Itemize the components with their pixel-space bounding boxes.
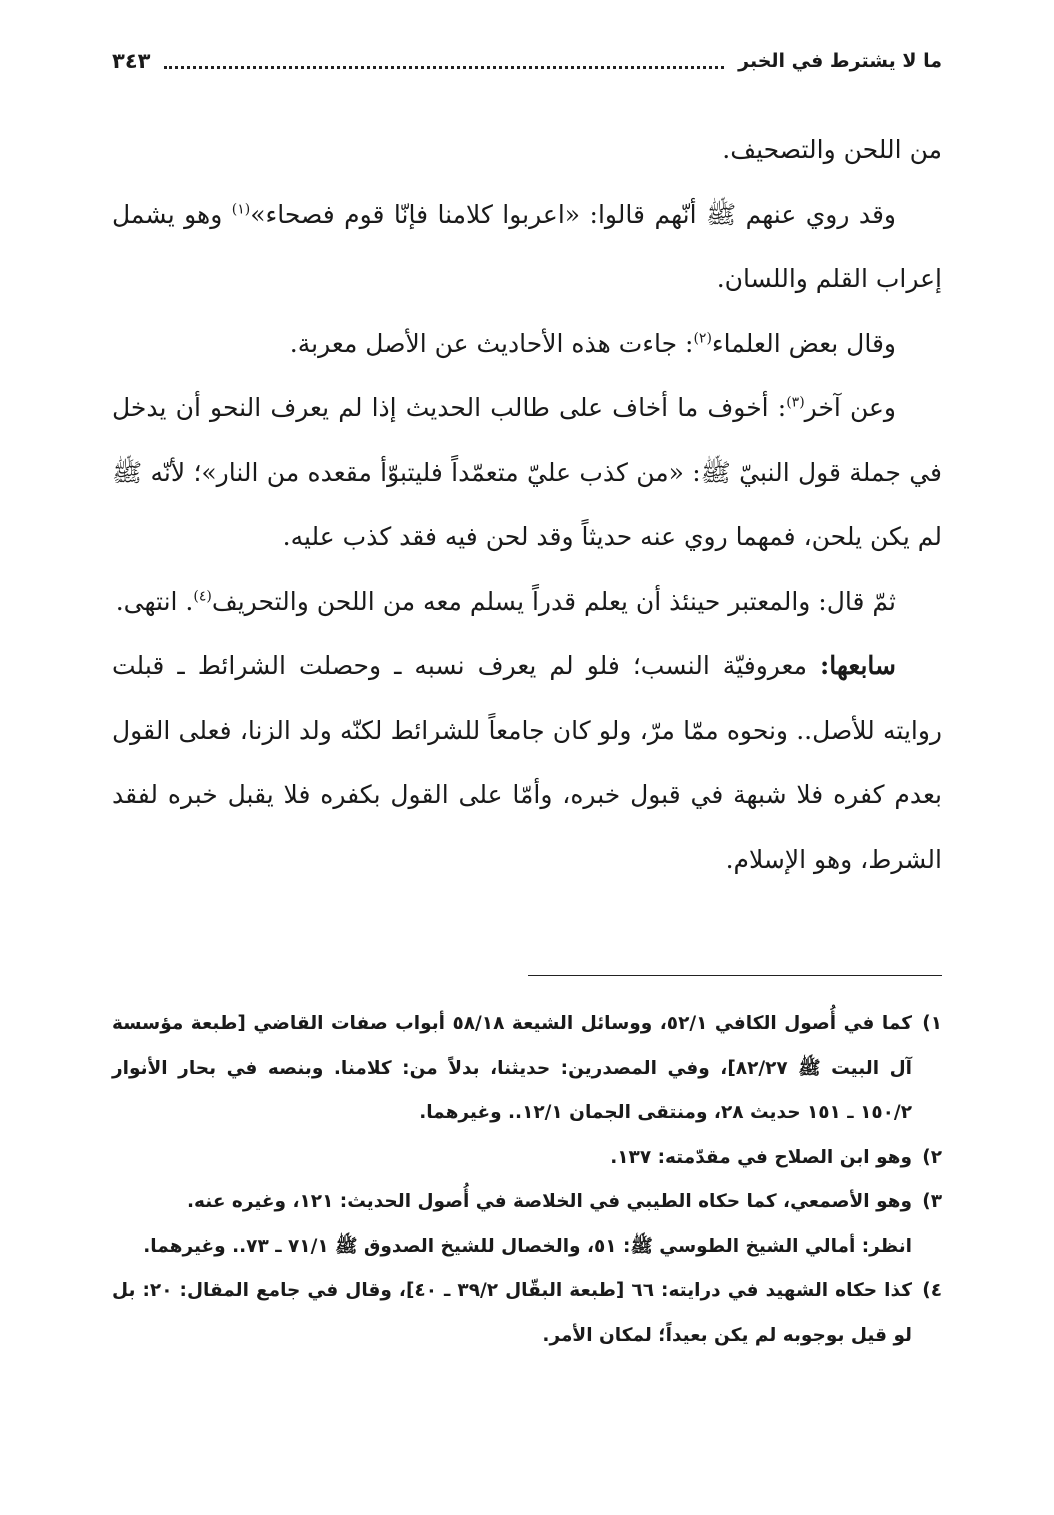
footnote-1 xyxy=(112,1002,942,1136)
footnote-text: كذا حكاه الشهيد في درايته: ٦٦ [طبعة البقّال ٣٩/٢ ـ ٤٠]، وقال في جامع المقال: ٢٠: بل لو قيل بوجوبه لم يكن بعيداً؛ لمكان الأمر. xyxy=(112,1280,912,1346)
header-dot-leader xyxy=(164,66,724,69)
footnote-number: ٣) xyxy=(922,1191,942,1212)
paragraph: من اللحن والتصحيف. xyxy=(722,135,942,164)
footnote-3 xyxy=(112,1180,942,1225)
footnote-ref: (٢) xyxy=(693,330,712,347)
footnote-divider xyxy=(528,975,942,976)
footnote-ref: (٣) xyxy=(786,394,805,411)
footnote-ref: (١) xyxy=(231,201,251,218)
footnote-text: وهو ابن الصلاح في مقدّمته: ١٣٧. xyxy=(610,1146,912,1168)
footnote-ref: (٤) xyxy=(193,588,212,605)
running-header xyxy=(112,44,942,78)
footnote-3-continuation: انظر: أمالي الشيخ الطوسي ﷺ: ٥١، والخصال للشيخ الصدوق ﷺ ٧١/١ ـ ٧٣.. وغيرهما. xyxy=(143,1235,912,1257)
paragraph: ثمّ قال: والمعتبر حينئذ أن يعلم قدراً يسلم معه من اللحن والتحريف$^{(٤)}$. انتهى. xyxy=(115,586,896,616)
footnote-text: كما في أُصول الكافي ٥٢/١، ووسائل الشيعة ٥٨/١٨ أبواب صفات القاضي [طبعة مؤسسة آل البيت ﷺ ٨٢/٢٧]، وفي المصدرين: حديثنا، بدلاً من: كلامنا. وبنصه في بحار الأنوار ١٥٠/٢ ـ ١٥١ حديث ٢٨، ومنتقى الجمان ١٢/١.. وغيرهما. xyxy=(112,1013,912,1123)
page-number: ٣٤٣ xyxy=(112,49,151,73)
paragraph: وقال بعض العلماء$^{(٢)}$: جاءت هذه الأحاديث عن الأصل معربة. xyxy=(289,328,896,358)
running-title: ما لا يشترط في الخبر xyxy=(738,50,942,72)
footnote-text: وهو الأصمعي، كما حكاه الطيبي في الخلاصة في أُصول الحديث: ١٢١، وغيره عنه. xyxy=(187,1191,912,1212)
footnote-4 xyxy=(112,1269,942,1358)
footnotes xyxy=(112,1002,942,1358)
section-lead: سابعها: xyxy=(820,651,896,680)
main-text xyxy=(112,118,942,892)
paragraph: وعن آخر$^{(٣)}$: أخوف ما أخاف على طالب الحديث إذا لم يعرف النحو أن يدخل في جملة قول النبيّ ﷺ: «من كذب عليّ متعمّداً فليتبوّأ مقعده من النار»؛ لأنّه ﷺ لم يكن يلحن، فمهما روي عنه حديثاً وقد لحن فيه فقد كذب عليه. xyxy=(112,393,942,551)
footnote-2 xyxy=(112,1136,942,1181)
footnote-number: ١) xyxy=(922,1013,942,1034)
footnote-number: ٤) xyxy=(922,1280,942,1301)
paragraph: سابعها: معروفيّة النسب؛ فلو لم يعرف نسبه ـ وحصلت الشرائط ـ قبلت روايته للأصل.. ونحوه ممّا مرّ، ولو كان جامعاً للشرائط لكنّه ولد الزنا، فعلى القول بعدم كفره فلا شبهة في قبول خبره، وأمّا على القول بكفره فلا يقبل خبره لفقد الشرط، وهو الإسلام. xyxy=(112,651,942,874)
paragraph: وقد روي عنهم ﷺ أنّهم قالوا: «اعربوا كلامنا فإنّا قوم فصحاء»$^{(١)}$ وهو يشمل إعراب القلم واللسان. xyxy=(112,199,942,293)
footnote-number: ٢) xyxy=(922,1146,942,1168)
